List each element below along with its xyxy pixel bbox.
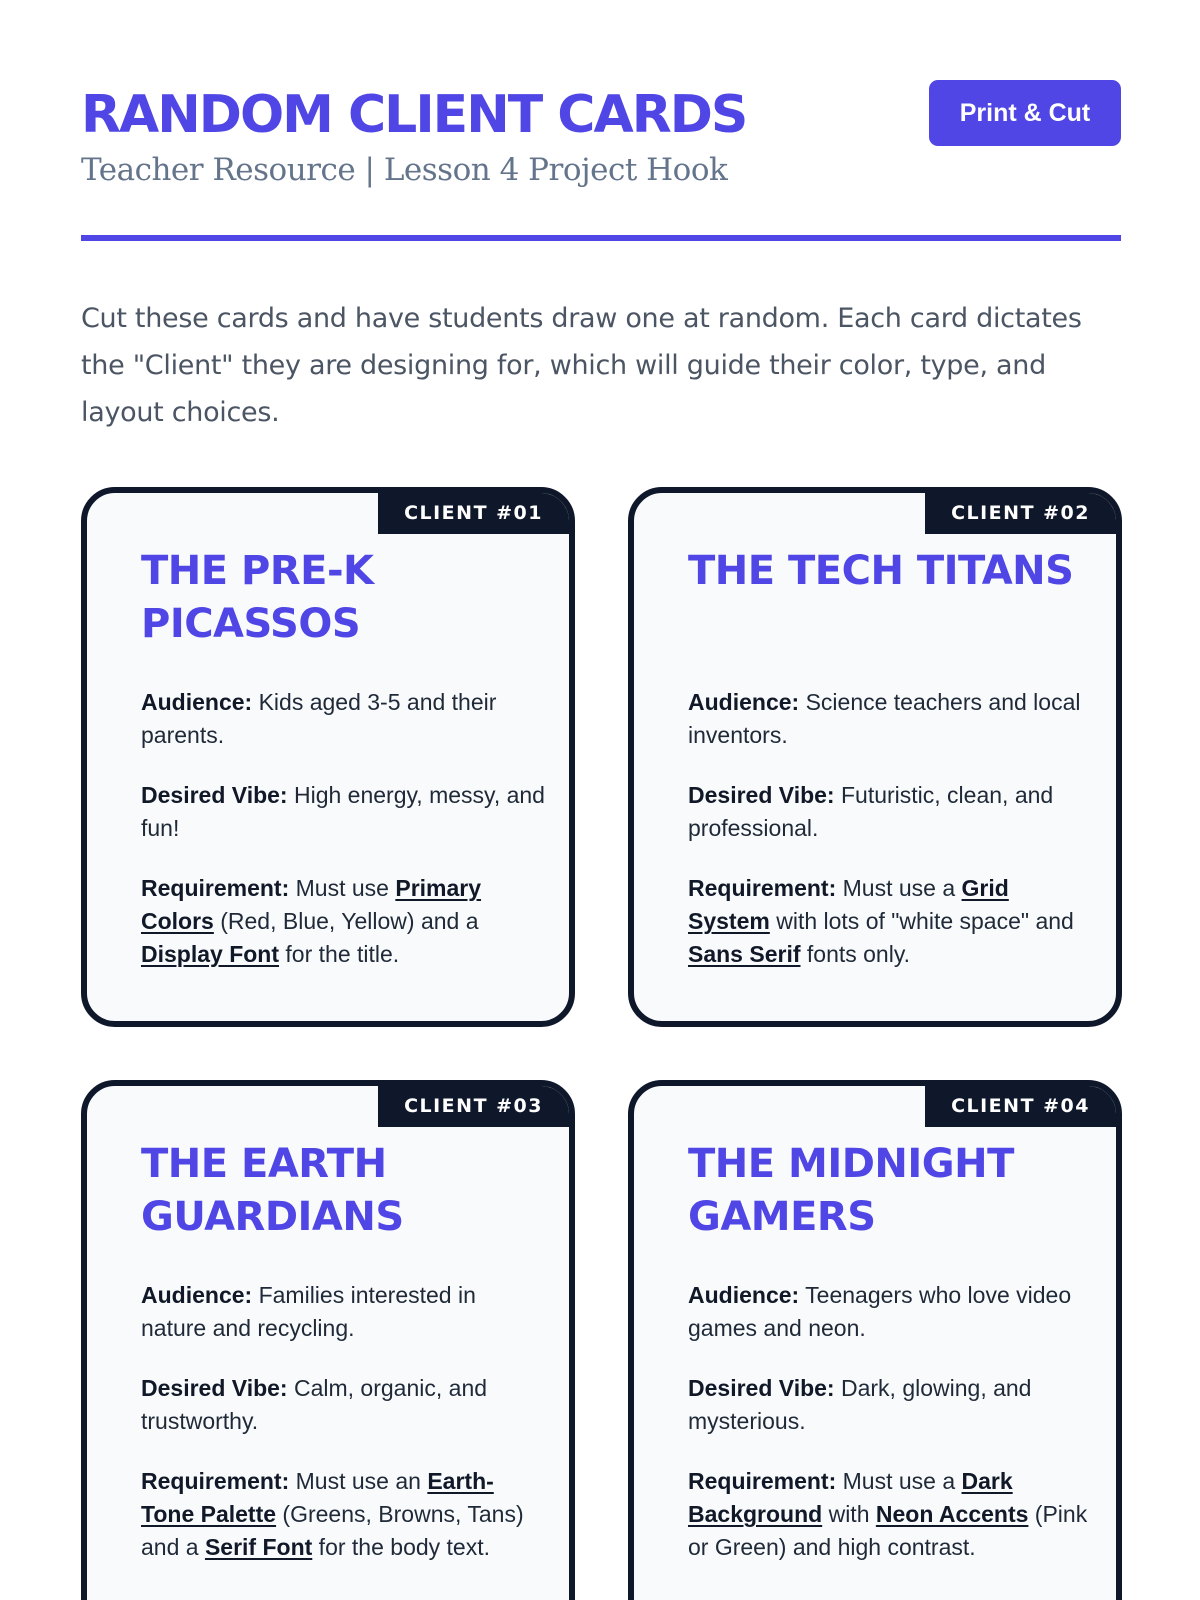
audience-line	[688, 1279, 1093, 1345]
client-card	[628, 487, 1122, 1027]
client-title: THE EARTH GUARDIANS	[141, 1141, 404, 1240]
requirement-text: with lots of "white space" and	[769, 908, 1074, 934]
vibe-text: Futuristic, clean, and professional.	[688, 782, 1054, 841]
requirement-link[interactable]: Serif Font	[204, 1534, 313, 1560]
vibe-line	[141, 779, 546, 845]
requirement-text: (Greens, Browns, Tans) and a	[141, 1501, 524, 1560]
vibe-text: Calm, organic, and trustworthy.	[141, 1375, 488, 1434]
requirement-link[interactable]: Earth-Tone Palette	[141, 1468, 494, 1527]
requirement-text: Must use a	[842, 875, 962, 901]
client-title: THE MIDNIGHT GAMERS	[688, 1141, 1014, 1240]
requirement-link[interactable]: Grid System	[688, 875, 1009, 934]
client-title: THE TECH TITANS	[688, 548, 1074, 594]
client-tag: CLIENT #04	[925, 1086, 1116, 1127]
client-card	[628, 1080, 1122, 1600]
audience-line	[141, 686, 546, 752]
audience-text: Kids aged 3-5 and their parents.	[141, 689, 497, 748]
client-card	[81, 487, 575, 1027]
client-title: THE PRE-K PICASSOS	[141, 548, 374, 647]
client-details	[141, 1279, 546, 1591]
requirement-text: for the title.	[279, 941, 400, 967]
requirement-link[interactable]: Dark Background	[688, 1468, 1013, 1527]
requirement-text: fonts only.	[800, 941, 911, 967]
requirement-label: Requirement:	[688, 1468, 837, 1494]
vibe-text: High energy, messy, and fun!	[141, 782, 545, 841]
requirement-line	[688, 1465, 1093, 1564]
audience-label: Audience:	[141, 1282, 253, 1308]
requirement-line	[141, 872, 546, 971]
page-subtitle: Teacher Resource | Lesson 4 Project Hook	[81, 152, 728, 188]
intro-text: Cut these cards and have students draw one at random. Each card dictates the "Client" they are designing for, which will guide their color, type, and layout choices.	[81, 303, 1082, 428]
requirement-text: with	[822, 1501, 876, 1527]
requirement-text: Must use	[295, 875, 396, 901]
requirement-link[interactable]: Primary Colors	[141, 875, 482, 934]
requirement-line	[141, 1465, 546, 1564]
client-card	[81, 1080, 575, 1600]
vibe-label: Desired Vibe:	[141, 1375, 288, 1401]
audience-text: Science teachers and local inventors.	[688, 689, 1081, 748]
client-tag: CLIENT #03	[378, 1086, 569, 1127]
requirement-link[interactable]: Display Font	[141, 941, 280, 967]
page-title: RANDOM CLIENT CARDS	[81, 85, 747, 145]
requirement-text: for the body text.	[312, 1534, 491, 1560]
requirement-line	[688, 872, 1093, 971]
requirement-label: Requirement:	[141, 875, 290, 901]
audience-line	[141, 1279, 546, 1345]
client-details	[141, 686, 546, 998]
vibe-label: Desired Vibe:	[688, 782, 835, 808]
requirement-label: Requirement:	[688, 875, 837, 901]
audience-text: Teenagers who love video games and neon.	[688, 1282, 1072, 1341]
client-details	[688, 1279, 1093, 1591]
requirement-text: (Pink or Green) and high contrast.	[688, 1501, 1088, 1560]
requirement-text: (Red, Blue, Yellow) and a	[213, 908, 479, 934]
print-and-cut-button[interactable]: Print & Cut	[929, 80, 1121, 146]
audience-line	[688, 686, 1093, 752]
requirement-label: Requirement:	[141, 1468, 290, 1494]
audience-label: Audience:	[141, 689, 253, 715]
page-header	[81, 80, 1121, 241]
requirement-text: Must use an	[295, 1468, 428, 1494]
page	[81, 0, 1121, 1600]
vibe-line	[688, 779, 1093, 845]
client-details	[688, 686, 1093, 998]
requirement-link[interactable]: Sans Serif	[688, 941, 801, 967]
audience-label: Audience:	[688, 689, 800, 715]
client-tag: CLIENT #01	[378, 493, 569, 534]
vibe-label: Desired Vibe:	[688, 1375, 835, 1401]
requirement-text: Must use a	[842, 1468, 962, 1494]
vibe-line	[688, 1372, 1093, 1438]
vibe-line	[141, 1372, 546, 1438]
requirement-link[interactable]: Neon Accents	[875, 1501, 1029, 1527]
vibe-text: Dark, glowing, and mysterious.	[688, 1375, 1032, 1434]
audience-text: Families interested in nature and recycling.	[141, 1282, 476, 1341]
client-tag: CLIENT #02	[925, 493, 1116, 534]
vibe-label: Desired Vibe:	[141, 782, 288, 808]
audience-label: Audience:	[688, 1282, 800, 1308]
